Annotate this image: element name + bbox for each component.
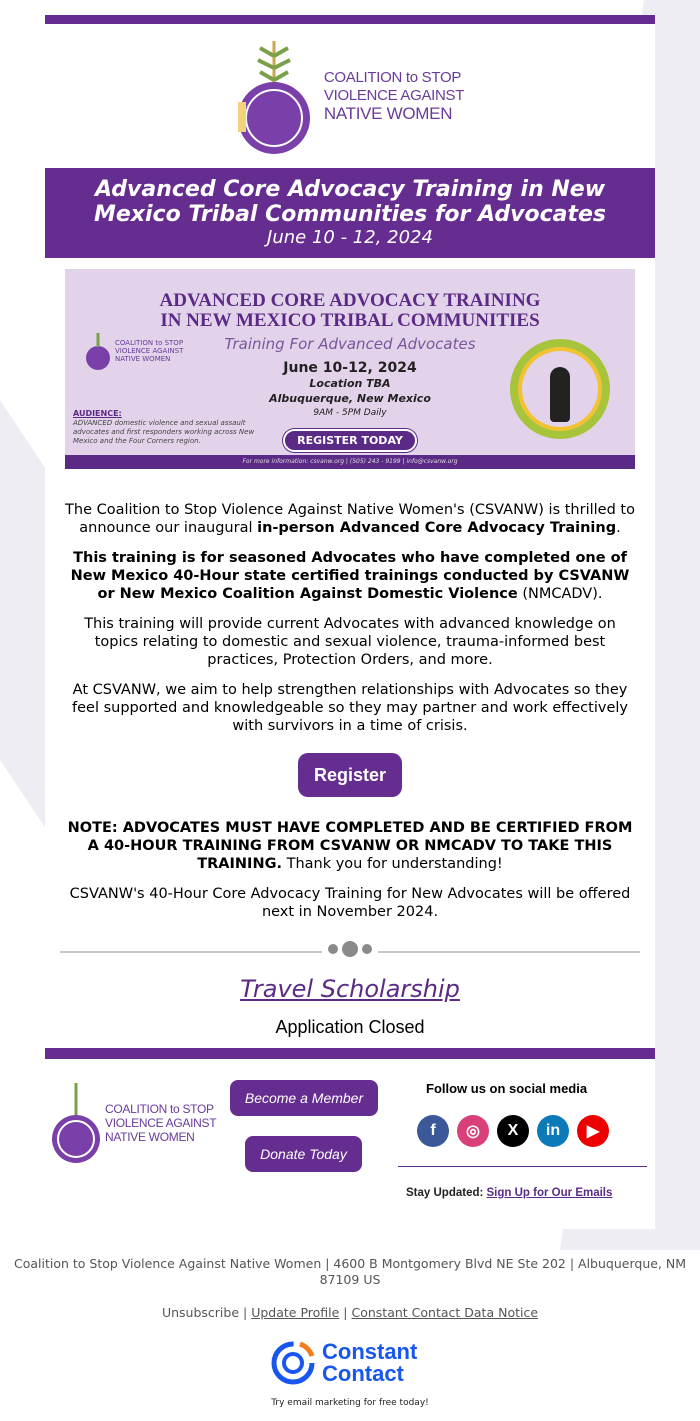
banner-subtitle: Training For Advanced Advocates (224, 335, 476, 353)
signup-link[interactable]: Sign Up for Our Emails (486, 1187, 613, 1199)
update-profile-link[interactable]: Update Profile (251, 1305, 340, 1320)
intro-paragraph: The Coalition to Stop Violence Against Native Women's (CSVANW) is thrilled to announce our inaugural in-person Advanced Core Advocacy Training. (65, 502, 635, 536)
hero-header (45, 168, 655, 258)
training-banner-image[interactable] (65, 269, 635, 469)
constant-contact-logo[interactable]: Constant Contact (270, 1340, 417, 1386)
banner-dates: June 10-12, 2024 (283, 360, 417, 376)
footer-divider (398, 1166, 647, 1167)
logo-text: NATIVE WOMEN (323, 104, 453, 123)
instagram-icon[interactable]: ◎ (457, 1115, 489, 1147)
section-divider (60, 941, 640, 961)
note-paragraph: NOTE: ADVOCATES MUST HAVE COMPLETED AND BE CERTIFIED FROM A 40-HOUR TRAINING FROM CSVANW OR NMCADV TO TAKE THIS TRAINING. Thank you for understanding! (67, 820, 633, 872)
constant-contact-icon (270, 1340, 316, 1386)
description-paragraph: This training will provide current Advocates with advanced knowledge on topics relating to domestic and sexual violence, trauma-informed best practices, Protection Orders, and more. (84, 616, 616, 668)
banner-location: Location TBA (309, 377, 391, 390)
register-button[interactable]: Register (298, 753, 402, 797)
email-content (45, 501, 655, 921)
next-training-paragraph: CSVANW's 40-Hour Core Advocacy Training for New Advocates will be offered next in November 2024. (69, 886, 631, 920)
banner-title: IN NEW MEXICO TRIBAL COMMUNITIES (160, 310, 540, 331)
data-notice-link[interactable]: Constant Contact Data Notice (351, 1305, 539, 1320)
donate-button[interactable]: Donate Today (245, 1136, 362, 1172)
follow-heading: Follow us on social media (426, 1081, 588, 1096)
cc-tagline: Try email marketing for free today! (271, 1398, 429, 1408)
facebook-icon[interactable]: f (417, 1115, 449, 1147)
mission-paragraph: At CSVANW, we aim to help strengthen relationships with Advocates so they feel supported and knowledgeable so they may partner and work effectively with survivors in a time of crisis. (72, 682, 628, 734)
banner-title: ADVANCED CORE ADVOCACY TRAINING (159, 290, 541, 311)
email-footer (45, 1059, 655, 1229)
eligibility-paragraph: This training is for seasoned Advocates who have completed one of New Mexico 40-Hour state certified trainings conducted by CSVANW or New Mexico Coalition Against Domestic Violence (NMCADV). (70, 550, 630, 602)
stay-updated: Stay Updated: Sign Up for Our Emails (406, 1187, 613, 1199)
logo-emblem-icon (236, 36, 316, 156)
footer-links: Unsubscribe | Update Profile | Constant Contact Data Notice (161, 1305, 539, 1320)
x-twitter-icon[interactable]: X (497, 1115, 529, 1147)
youtube-icon[interactable]: ▶ (577, 1115, 609, 1147)
banner-hours: 9AM - 5PM Daily (313, 408, 387, 418)
become-member-button[interactable]: Become a Member (230, 1080, 378, 1116)
logo-text: COALITION to STOP (323, 69, 462, 86)
application-status: Application Closed (275, 1017, 425, 1037)
email-body (45, 15, 655, 1229)
travel-scholarship-link[interactable]: Travel Scholarship (240, 975, 460, 1003)
banner-logo: COALITION to STOP VIOLENCE AGAINST NATIVE WOMEN (85, 331, 183, 371)
logo-emblem-icon (85, 331, 111, 371)
org-logo[interactable] (45, 24, 655, 168)
logo-emblem-icon (51, 1081, 101, 1165)
logo-text: VIOLENCE AGAINST (323, 87, 465, 104)
banner-footer: For more information: csvanw.org | (505) 243 - 9199 | info@csvanw.org (65, 455, 635, 469)
community-seal-icon (510, 339, 610, 439)
hero-title: Advanced Core Advocacy Training in New Mexico Tribal Communities for Advocates (93, 177, 606, 227)
banner-city: Albuquerque, New Mexico (269, 392, 431, 405)
hero-date: June 10 - 12, 2024 (267, 227, 433, 248)
register-today-button[interactable]: REGISTER TODAY (283, 429, 417, 452)
linkedin-icon[interactable]: in (537, 1115, 569, 1147)
mailing-address: Coalition to Stop Violence Against Native Women | 4600 B Montgomery Blvd NE Ste 202 | Albuquerque, NM 87109 US (13, 1256, 687, 1287)
unsubscribe-link[interactable]: Unsubscribe (161, 1305, 240, 1320)
bottom-bar (45, 1048, 655, 1059)
footer-logo[interactable]: COALITION to STOP VIOLENCE AGAINST NATIVE WOMEN (51, 1081, 216, 1165)
top-bar (45, 15, 655, 24)
banner-audience: AUDIENCE: ADVANCED domestic violence and sexual assault advocates and first responders working across New Mexico and the Four Corners region. (73, 409, 255, 445)
social-links (417, 1115, 609, 1147)
